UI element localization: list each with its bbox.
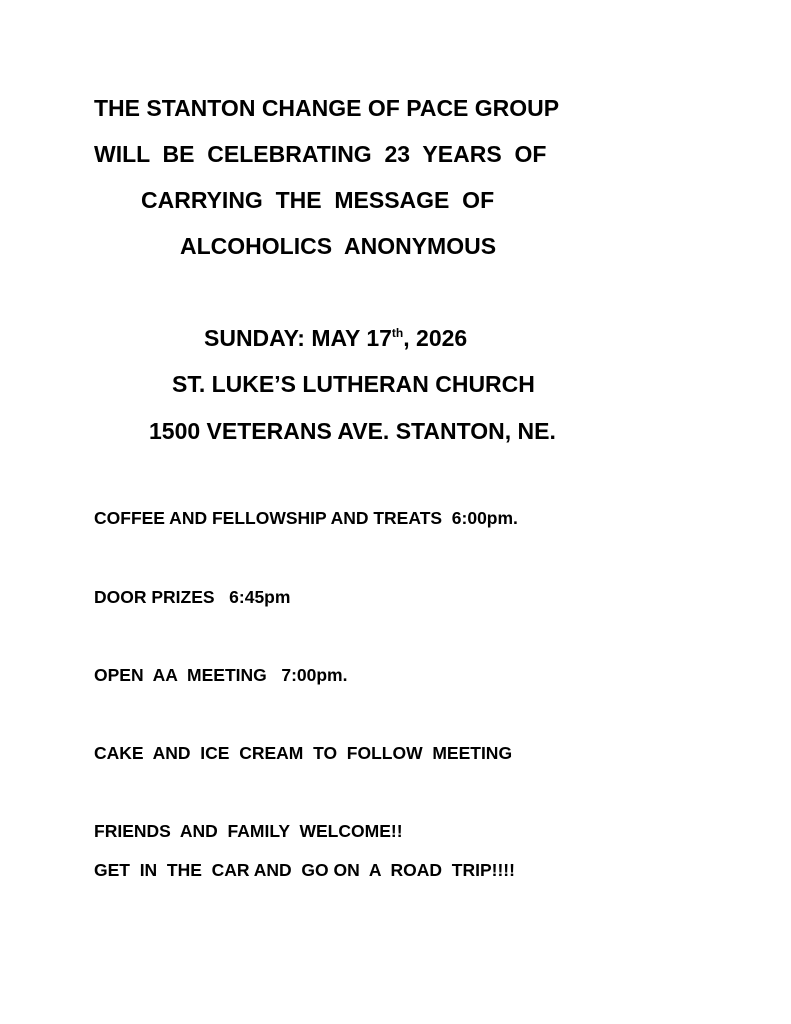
- event-venue: ST. LUKE’S LUTHERAN CHURCH: [172, 371, 535, 397]
- event-date: [204, 327, 467, 350]
- event-date-year: , 2026: [403, 325, 468, 351]
- schedule-door-prizes: DOOR PRIZES 6:45pm: [94, 587, 291, 607]
- header-line-4: ALCOHOLICS ANONYMOUS: [180, 233, 497, 259]
- header-line-1: THE STANTON CHANGE OF PACE GROUP: [94, 95, 560, 121]
- header-line-2: WILL BE CELEBRATING 23 YEARS OF: [94, 141, 547, 167]
- event-date-ordinal: th: [391, 326, 404, 340]
- event-date-main: SUNDAY: MAY 17: [204, 325, 392, 351]
- schedule-cake: CAKE AND ICE CREAM TO FOLLOW MEETING: [94, 743, 513, 763]
- header-line-3: CARRYING THE MESSAGE OF: [141, 187, 495, 213]
- schedule-coffee: COFFEE AND FELLOWSHIP AND TREATS 6:00pm.: [94, 508, 518, 528]
- schedule-meeting: OPEN AA MEETING 7:00pm.: [94, 665, 348, 685]
- event-address: 1500 VETERANS AVE. STANTON, NE.: [149, 418, 556, 444]
- closing-welcome: FRIENDS AND FAMILY WELCOME!!: [94, 821, 403, 841]
- closing-road-trip: GET IN THE CAR AND GO ON A ROAD TRIP!!!!: [94, 860, 515, 880]
